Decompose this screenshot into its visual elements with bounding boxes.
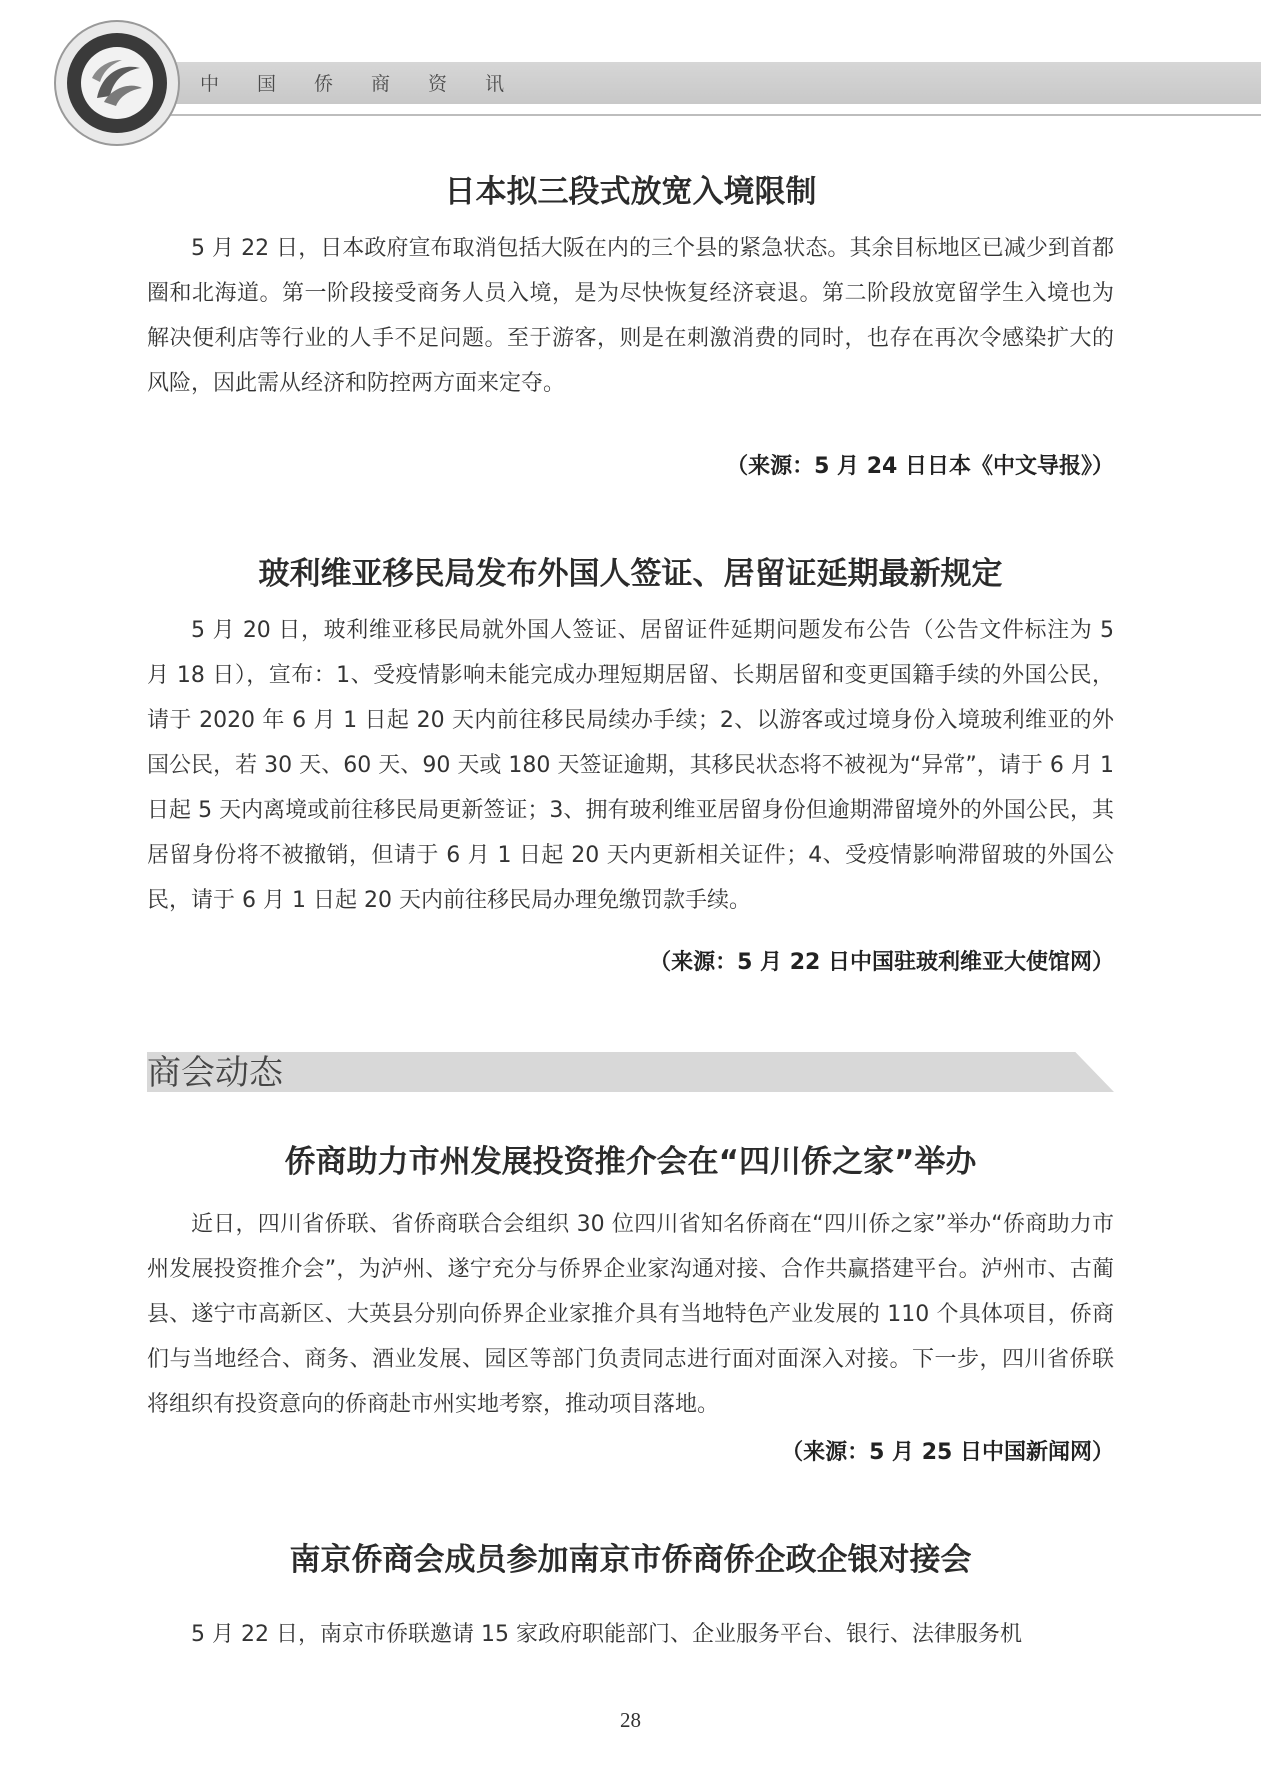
article-title: 侨商助力市州发展投资推介会在“四川侨之家”举办 <box>284 1144 977 1180</box>
article-title: 南京侨商会成员参加南京市侨商侨企政企银对接会 <box>289 1542 972 1578</box>
section-label: 商会动态 <box>147 1053 283 1093</box>
logo-emblem <box>52 18 182 148</box>
article-body: 近日，四川省侨联、省侨商联合会组织 30 位四川省知名侨商在“四川侨之家”举办“侨商助力市州发展投资推介会”，为泸州、遂宁充分与侨界企业家沟通对接、合作共赢搭建平台。泸州市、古蔺县、遂宁市高新区、大英县分别向侨界企业家推介具有当地特色产业发展的 110 个具体项目，侨商们与当地经合、商务、酒业发展、园区等部门负责同志进行面对面深入对接。下一步，四川省侨联将组织有投资意向的侨商赴市州实地考察，推动项目落地。 <box>147 1212 1114 1417</box>
article-source: （来源：5 月 25 日中国新闻网） <box>781 1440 1114 1465</box>
article-body: 5 月 20 日，玻利维亚移民局就外国人签证、居留证件延期问题发布公告（公告文件标注为 5 月 18 日），宣布：1、受疫情影响未能完成办理短期居留、长期居留和变更国籍手续的外国公民，请于 2020 年 6 月 1 日起 20 天内前往移民局续办手续；2、以游客或过境身份入境玻利维亚的外国公民，若 30 天、60 天、90 天或 180 天签证逾期，其移民状态将不被视为“异常”，请于 6 月 1 日起 5 天内离境或前往移民局更新签证；3、拥有玻利维亚居留身份但逾期滞留境外的外国公民，其居留身份将不被撤销，但请于 6 月 1 日起 20 天内更新相关证件；4、受疫情影响滞留玻的外国公民，请于 6 月 1 日起 20 天内前往移民局办理免缴罚款手续。 <box>147 618 1114 913</box>
article-body: 5 月 22 日，日本政府宣布取消包括大阪在内的三个县的紧急状态。其余目标地区已减少到首都圈和北海道。第一阶段接受商务人员入境，是为尽快恢复经济衰退。第二阶段放宽留学生入境也为解决便利店等行业的人手不足问题。至于游客，则是在刺激消费的同时，也存在再次令感染扩大的风险，因此需从经济和防控两方面来定夺。 <box>147 236 1114 396</box>
section-bar <box>147 1052 1114 1092</box>
header-title: 中国侨商资讯 <box>200 73 543 95</box>
article-title: 玻利维亚移民局发布外国人签证、居留证延期最新规定 <box>258 556 1003 592</box>
article-source: （来源：5 月 22 日中国驻玻利维亚大使馆网） <box>649 950 1114 975</box>
page-number: 28 <box>620 1708 641 1732</box>
article-title: 日本拟三段式放宽入境限制 <box>444 174 817 210</box>
article-source: （来源：5 月 24 日日本《中文导报》） <box>726 454 1114 479</box>
article-body: 5 月 22 日，南京市侨联邀请 15 家政府职能部门、企业服务平台、银行、法律服务机 <box>191 1622 1022 1647</box>
